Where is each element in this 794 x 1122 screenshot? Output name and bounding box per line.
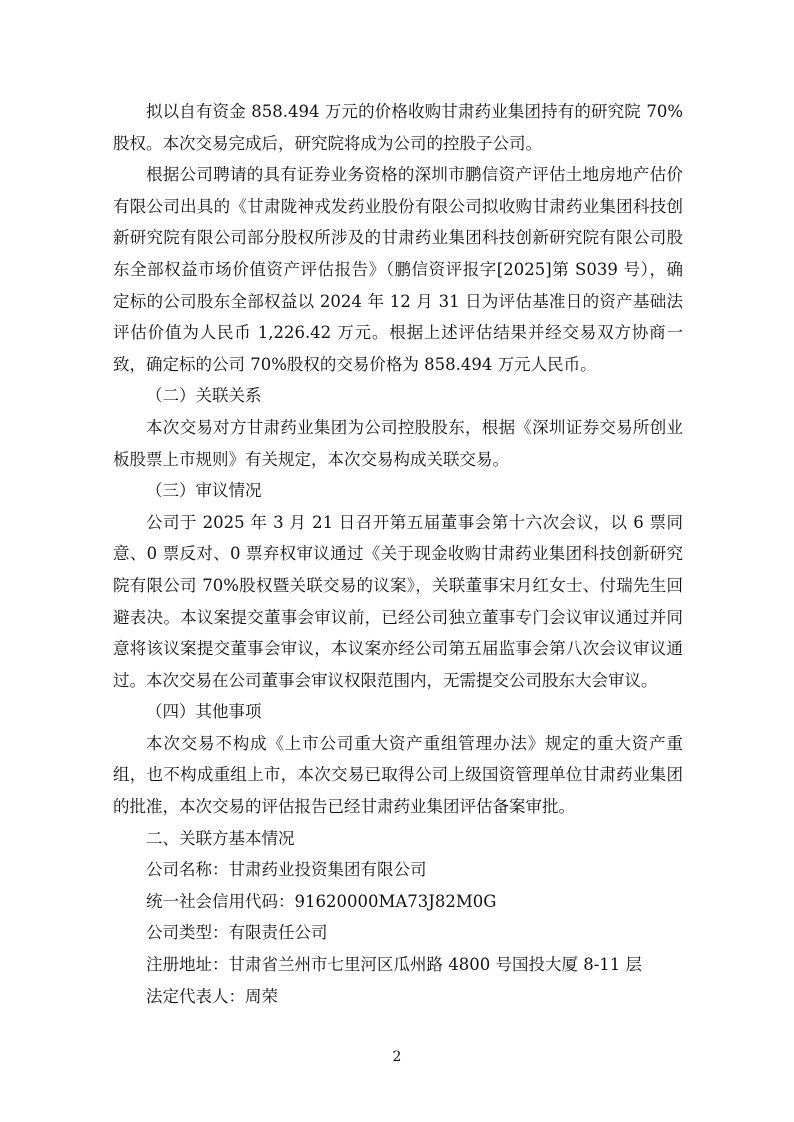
page-footer	[0, 1050, 794, 1064]
document-body	[113, 96, 683, 1012]
info-company-type: 公司类型：有限责任公司	[146, 923, 328, 943]
info-legal-representative: 法定代表人：周荣	[146, 986, 278, 1006]
paragraph-other-matters: 本次交易不构成《上市公司重大资产重组管理办法》规定的重大资产重组，也不构成重组上市，本次交易已取得公司上级国资管理单位甘肃药业集团的批准，本次交易的评估报告已经甘肃药业集团评估备案审批。	[113, 733, 683, 817]
page-number: 2	[392, 1049, 402, 1065]
info-unified-credit-code: 统一社会信用代码：91620000MA73J82M0G	[146, 891, 497, 911]
info-company-name: 公司名称：甘肃药业投资集团有限公司	[146, 860, 427, 880]
heading-section-review-status: （三）审议情况	[146, 481, 262, 501]
paragraph-related-relationship: 本次交易对方甘肃药业集团为公司控股股东，根据《深圳证券交易所创业板股票上市规则》有关规定，本次交易构成关联交易。	[113, 417, 683, 469]
paragraph-valuation-report: 根据公司聘请的具有证券业务资格的深圳市鹏信资产评估土地房地产估价有限公司出具的《甘肃陇神戎发药业股份有限公司拟收购甘肃药业集团科技创新研究院有限公司部分股权所涉及的甘肃药业集团科技创新研究院有限公司股东全部权益市场价值资产评估报告》（鹏信资评报字[2025]第 S039 号），确定标的公司股东全部权益以 2024 年 12 月 31 日为评估基准日的资产基础法评估价值为人民币 1,226.42 万元。根据上述评估结果并经交易双方协商一致，确定标的公司 70%股权的交易价格为 858.494 万元人民币。	[113, 165, 683, 374]
heading-section-related-relationship: （二）关联关系	[146, 386, 262, 406]
paragraph-review-status: 公司于 2025 年 3 月 21 日召开第五届董事会第十六次会议，以 6 票同意、0 票反对、0 票弃权审议通过《关于现金收购甘肃药业集团科技创新研究院有限公司 70%股权暨关联交易的议案》，关联董事宋月红女士、付瑞先生回避表决。本议案提交董事会审议前，已经公司独立董事专门会议审议通过并同意将该议案提交董事会审议，本议案亦经公司第五届监事会第八次会议审议通过。本次交易在公司董事会审议权限范围内，无需提交公司股东大会审议。	[113, 512, 683, 690]
paragraph-transaction-summary: 拟以自有资金 858.494 万元的价格收购甘肃药业集团持有的研究院 70%股权。本次交易完成后，研究院将成为公司的控股子公司。	[113, 102, 683, 153]
heading-related-party-basic-info: 二、关联方基本情况	[146, 828, 295, 848]
heading-section-other-matters: （四）其他事项	[146, 702, 262, 722]
info-registered-address: 注册地址：甘肃省兰州市七里河区瓜州路 4800 号国投大厦 8-11 层	[146, 955, 643, 975]
